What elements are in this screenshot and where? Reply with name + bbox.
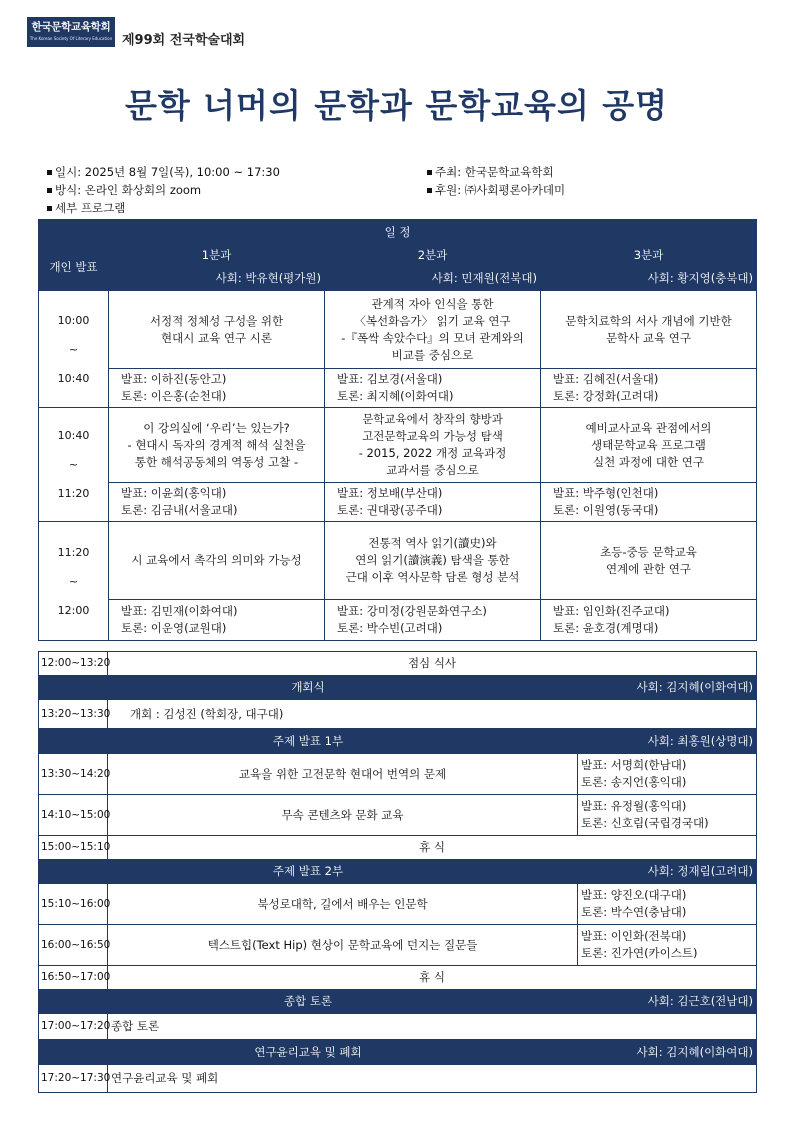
session-3-chair: 사회: 황지영(충북대) (541, 267, 757, 291)
presenter: 발표: 이인화(전북대) (581, 929, 687, 943)
paper-title-line: 초등-중등 문학교육 (600, 544, 697, 559)
presenter: 발표: 김민재(이화여대) (121, 604, 238, 618)
info-host: 주최: 한국문학교육학회 (418, 163, 565, 181)
plenary-2-item-2-title: 텍스트힙(Text Hip) 현상이 문학교육에 던지는 질문들 (108, 925, 578, 966)
lunch-time: 12:00~13:20 (39, 652, 108, 676)
paper-title (325, 408, 541, 483)
slot-time (39, 291, 109, 408)
ethics-heading: 연구윤리교육 및 폐회 (39, 1040, 578, 1065)
discussant: 토론: 김금내(서울교대) (121, 503, 238, 517)
logo-subtext: The Korean Society Of Literary Education (29, 36, 113, 41)
break-1-time: 15:00~15:10 (39, 836, 108, 860)
session-3-name: 3분과 (541, 245, 757, 267)
paper-people (109, 600, 325, 641)
paper-people (541, 483, 757, 522)
page-title: 문학 너머의 문학과 문학교육의 공명 (124, 86, 669, 125)
discussant: 토론: 박수빈(고려대) (337, 621, 443, 635)
plenary-1-item-1-people (578, 754, 757, 795)
slot-time-line: ~ (68, 574, 79, 588)
paper-title-line: 문학치료학의 서사 개념에 기반한 (565, 313, 732, 328)
plenary-1-chair: 사회: 최홍원(상명대) (578, 729, 757, 754)
paper-title-line: 전통적 역사 읽기(讀史)와 (368, 536, 497, 550)
ethics-chair: 사회: 김지혜(이화여대) (578, 1040, 757, 1065)
discussant: 토론: 진가연(카이스트) (581, 946, 698, 960)
paper-title-line: 예비교사교육 관점에서의 (585, 420, 712, 435)
slot-time-line: 11:20 (57, 545, 90, 559)
presenter: 발표: 이하진(동안고) (121, 372, 227, 386)
plenary-1-item-1-title: 교육을 위한 고전문학 현대어 번역의 문제 (108, 754, 578, 795)
paper-title-line: 실천 과정에 대한 연구 (593, 454, 704, 469)
paper-title-line: 교과서를 중심으로 (386, 463, 479, 477)
plenary-2-item-2-people (578, 925, 757, 966)
paper-people (109, 483, 325, 522)
paper-title-line: 현대시 교육 연구 시론 (161, 330, 272, 345)
paper-people (325, 600, 541, 641)
slot-time (39, 408, 109, 522)
paper-title-line: 비교를 중심으로 (391, 347, 474, 362)
paper-title-line: 관계적 자아 인식을 통한 (371, 296, 494, 311)
info-date: 일시: 2025년 8월 7일(목), 10:00 ~ 17:30 (38, 163, 280, 181)
plenary-1-heading: 주제 발표 1부 (39, 729, 578, 754)
paper-title-line: 시 교육에서 촉각의 의미와 가능성 (131, 553, 302, 567)
discussant: 토론: 신호림(국립경국대) (581, 816, 709, 830)
slot-time (39, 522, 109, 641)
paper-title (109, 291, 325, 369)
paper-title-line: 연계에 관한 연구 (605, 561, 692, 576)
time-slots (39, 291, 757, 641)
paper-title-line: 〈복선화음가〉 읽기 교육 연구 (354, 313, 511, 328)
info-program: 세부 프로그램 (38, 199, 280, 217)
plenary-2-item-2-time: 16:00~16:50 (39, 925, 108, 966)
presenter: 발표: 임인화(진주교대) (553, 604, 670, 618)
presenter: 발표: 이윤희(홍익대) (121, 486, 227, 500)
paper-title-line: 고전문학교육의 가능성 탐색 (362, 429, 503, 443)
presenter: 발표: 양진오(대구대) (581, 888, 687, 902)
paper-title-line: - 2015, 2022 개정 교육과정 (358, 446, 507, 460)
session-1-name: 1분과 (109, 245, 325, 267)
break-2-time: 16:50~17:00 (39, 966, 108, 990)
paper-title-line: 근대 이후 역사문학 담론 형성 분석 (345, 570, 520, 584)
plenary-2-item-1-title: 북성로대학, 길에서 배우는 인문학 (108, 884, 578, 925)
paper-people (325, 483, 541, 522)
info-left (38, 163, 280, 217)
presenter: 발표: 김혜진(서울대) (553, 372, 659, 386)
paper-title-line: - 현대시 독자의 경계적 해석 실천을 (127, 437, 306, 452)
logo-text: 한국문학교육학회 (31, 21, 111, 33)
discussant: 토론: 강정화(고려대) (553, 389, 659, 403)
paper-title-line: 문학사 교육 연구 (605, 330, 692, 345)
slot-time-line: ~ (68, 458, 79, 471)
paper-title (109, 522, 325, 600)
ethics-text: 연구윤리교육 및 폐회 (108, 1065, 757, 1093)
paper-title-line: 연의 읽기(讀演義) 탐색을 통한 (355, 553, 510, 567)
paper-people (541, 600, 757, 641)
slot-time-line: 10:40 (57, 429, 90, 442)
break-2-label: 휴 식 (108, 966, 757, 990)
edition-label: 제99회 전국학술대회 (122, 33, 246, 48)
plenary-1-item-2-time: 14:10~15:00 (39, 795, 108, 836)
presenter: 발표: 서명희(한남대) (581, 758, 687, 772)
discussant: 토론: 이원영(동국대) (553, 503, 659, 517)
paper-title-line: 서정적 정체성 구성을 위한 (149, 313, 284, 328)
paper-title-line: 이 강의실에 ‘우리’는 있는가? (143, 420, 290, 435)
opening-text: 개회 : 김성진 (학회장, 대구대) (108, 700, 757, 729)
paper-title (541, 522, 757, 600)
presenter: 발표: 정보배(부산대) (337, 486, 443, 500)
info-method: 방식: 온라인 화상회의 zoom (38, 181, 280, 199)
paper-people (109, 369, 325, 408)
info-sponsor: 후원: ㈜사회평론아카데미 (418, 181, 565, 199)
paper-title (541, 408, 757, 483)
paper-title (325, 291, 541, 369)
discussant: 토론: 송지언(홍익대) (581, 775, 687, 789)
schedule-heading: 일 정 (39, 220, 757, 245)
session-1-chair: 사회: 박유현(평가원) (109, 267, 325, 291)
slot-time-line: ~ (68, 342, 79, 356)
session-2-name: 2분과 (325, 245, 541, 267)
slot-time-line: 10:00 (57, 313, 90, 327)
paper-people (325, 369, 541, 408)
plenary-2-chair: 사회: 정재림(고려대) (578, 860, 757, 884)
presenter: 발표: 유정월(홍익대) (581, 799, 687, 813)
presenter: 발표: 김보경(서울대) (337, 372, 443, 386)
paper-title-line: 통한 해석공동체의 역동성 고찰 - (134, 454, 299, 469)
slot-time-line: 10:40 (57, 371, 90, 385)
opening-chair: 사회: 김지혜(이화여대) (578, 676, 757, 700)
discussant: 토론: 박수연(충남대) (581, 905, 687, 919)
ethics-time: 17:20~17:30 (39, 1065, 108, 1093)
paper-title (325, 522, 541, 600)
morning-schedule-table (38, 219, 757, 641)
presenter: 발표: 박주형(인천대) (553, 486, 659, 500)
plenary-1-item-1-time: 13:30~14:20 (39, 754, 108, 795)
general-discussion-chair: 사회: 김근호(전남대) (578, 990, 757, 1014)
discussant: 토론: 최지혜(이화여대) (337, 389, 454, 403)
paper-title (109, 408, 325, 483)
opening-time: 13:20~13:30 (39, 700, 108, 729)
slot-time-line: 11:20 (57, 487, 90, 500)
discussant: 토론: 이은홍(순천대) (121, 389, 227, 403)
plenary-2-item-1-people (578, 884, 757, 925)
discussant: 토론: 윤호경(계명대) (553, 621, 659, 635)
society-logo (27, 17, 115, 47)
slot-time-line: 12:00 (57, 603, 90, 617)
opening-heading: 개회식 (39, 676, 578, 700)
paper-title (541, 291, 757, 369)
general-discussion-text: 종합 토론 (108, 1014, 757, 1040)
paper-people (541, 369, 757, 408)
discussant: 토론: 권대광(공주대) (337, 503, 443, 517)
lunch-label: 점심 식사 (108, 652, 757, 676)
plenary-1-item-2-people (578, 795, 757, 836)
general-discussion-heading: 종합 토론 (39, 990, 578, 1014)
plenary-2-heading: 주제 발표 2부 (39, 860, 578, 884)
general-discussion-time: 17:00~17:20 (39, 1014, 108, 1040)
break-1-label: 휴 식 (108, 836, 757, 860)
info-right (418, 163, 565, 199)
presenter: 발표: 강미정(강원문화연구소) (337, 604, 487, 618)
plenary-2-item-1-time: 15:10~16:00 (39, 884, 108, 925)
afternoon-schedule-table (38, 651, 757, 1093)
paper-title-line: -『폭싹 속았수다』의 모녀 관계와의 (341, 330, 524, 345)
discussant: 토론: 이운영(교원대) (121, 621, 227, 635)
paper-title-line: 생태문학교육 프로그램 (591, 437, 706, 452)
session-2-chair: 사회: 민재원(전북대) (325, 267, 541, 291)
paper-title-line: 문학교육에서 창작의 향방과 (362, 412, 503, 426)
plenary-1-item-2-title: 무속 콘텐츠와 문화 교육 (108, 795, 578, 836)
personal-presentation-label: 개인 발표 (39, 245, 109, 291)
